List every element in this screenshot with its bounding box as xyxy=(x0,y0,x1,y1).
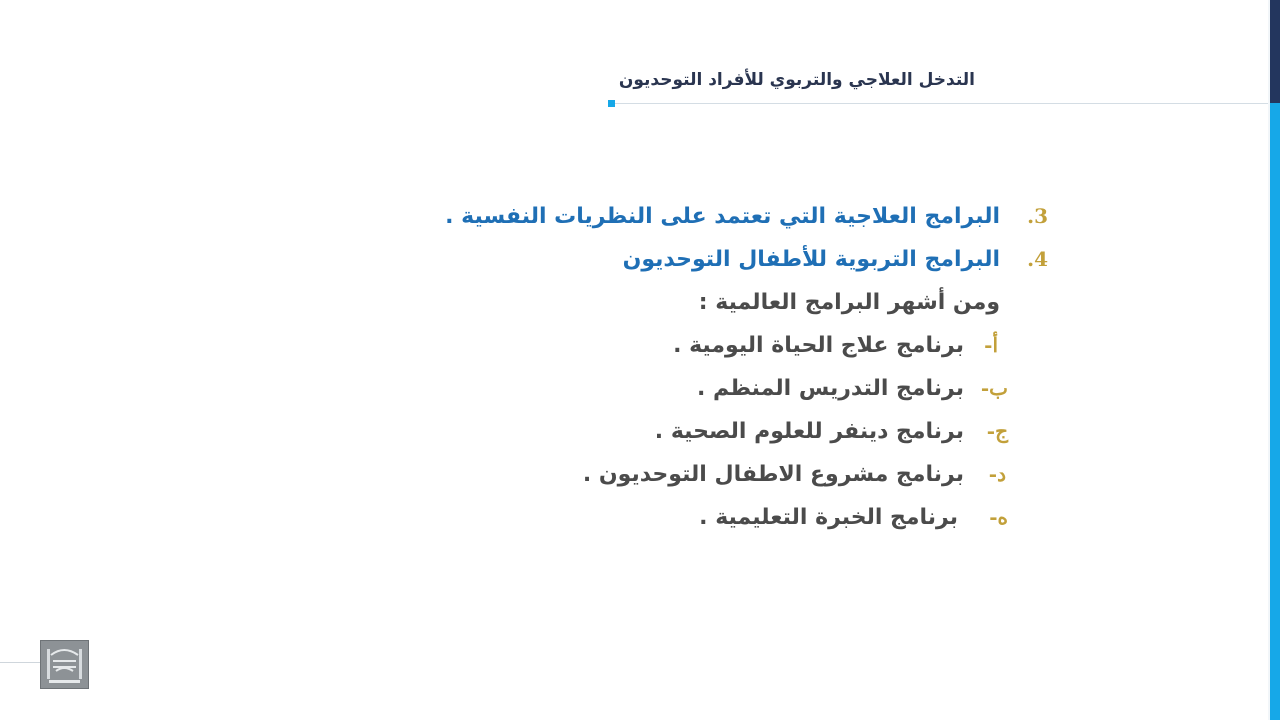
item-number: 3. xyxy=(1027,204,1048,228)
program-item xyxy=(400,501,1008,544)
list-item xyxy=(400,243,1048,286)
program-letter: ج- xyxy=(986,419,1008,443)
university-logo-icon xyxy=(40,640,89,689)
footer-rule xyxy=(0,662,42,663)
edge-bar-dark xyxy=(1270,0,1280,103)
program-item xyxy=(400,458,1006,501)
program-letter: د- xyxy=(988,462,1006,486)
intro-line xyxy=(400,286,1000,329)
header-divider xyxy=(612,103,1268,104)
program-text: برنامج الخبرة التعليمية . xyxy=(699,505,958,530)
program-text: برنامج علاج الحياة اليومية . xyxy=(673,333,964,358)
item-number: 4. xyxy=(1027,247,1048,271)
program-item xyxy=(400,329,1000,372)
program-item xyxy=(400,415,1008,458)
item-text: البرامج العلاجية التي تعتمد على النظريات النفسية . xyxy=(445,204,1000,229)
header-divider-dot xyxy=(608,100,615,107)
program-letter: ه- xyxy=(989,505,1008,529)
edge-bar-blue xyxy=(1270,103,1280,720)
intro-text: ومن أشهر البرامج العالمية : xyxy=(698,290,1000,315)
list-item xyxy=(400,200,1048,243)
program-text: برنامج مشروع الاطفال التوحديون . xyxy=(582,462,964,487)
program-letter: ب- xyxy=(980,376,1008,400)
slide-header-title: التدخل العلاجي والتربوي للأفراد التوحديون xyxy=(618,70,975,90)
slide-content xyxy=(400,200,1048,544)
program-text: برنامج التدريس المنظم . xyxy=(696,376,964,401)
program-text: برنامج دينفر للعلوم الصحية . xyxy=(654,419,964,444)
program-item xyxy=(400,372,1008,415)
program-letter: أ- xyxy=(984,333,998,357)
item-text: البرامج التربوية للأطفال التوحديون xyxy=(622,247,1000,272)
